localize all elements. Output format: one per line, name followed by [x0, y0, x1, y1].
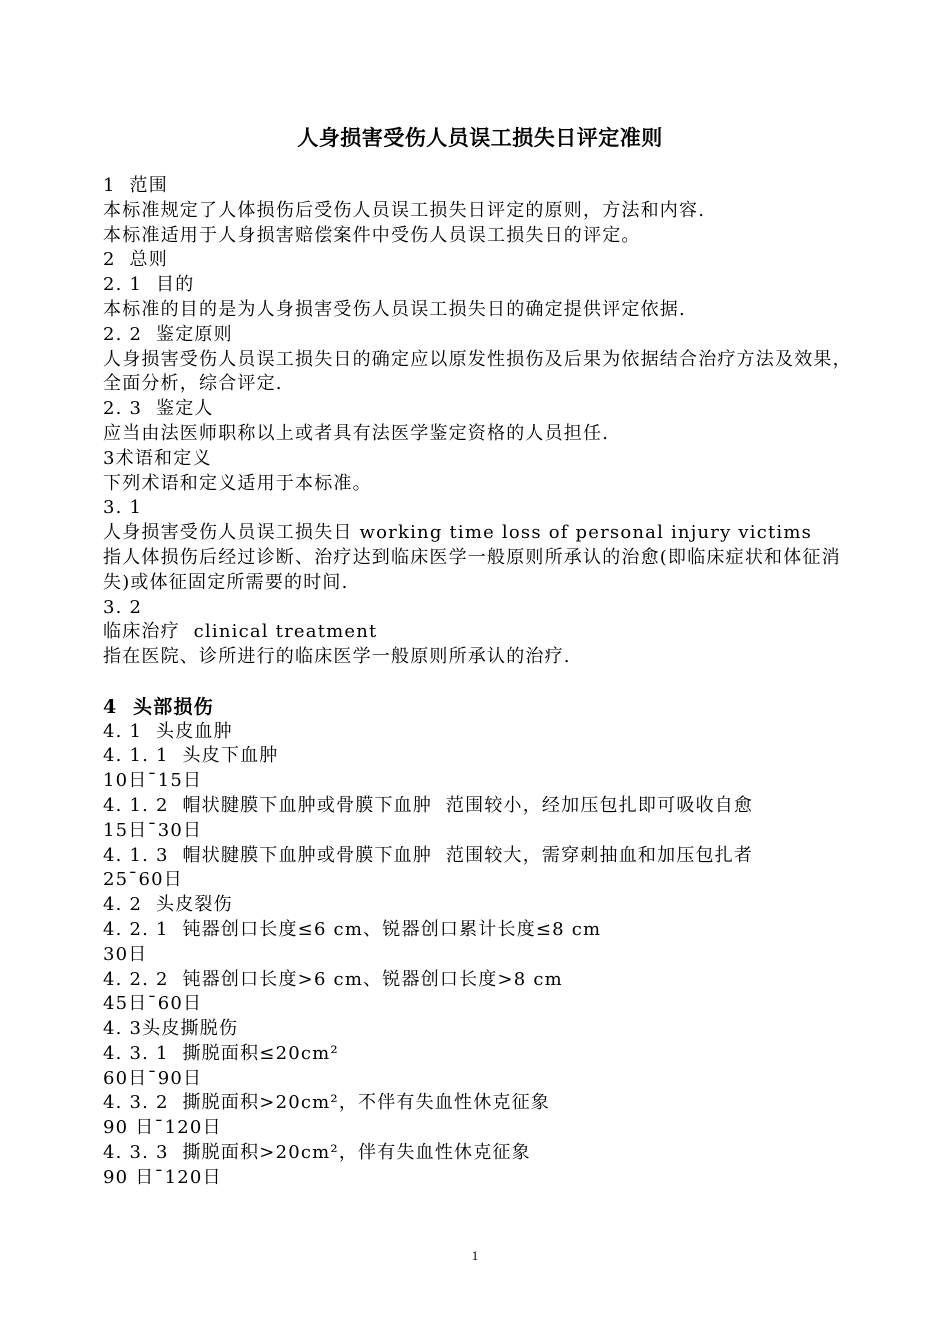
paragraph: 指人体损伤后经过诊断、治疗达到临床医学一般原则所承认的治愈(即临床症状和体征消失)或体征固定所需要的时间. [103, 546, 841, 593]
paragraph: 本标准规定了人体损伤后受伤人员误工损失日评定的原则，方法和内容. [103, 199, 706, 221]
subsection-heading: 2. 2 鉴定原则 [103, 323, 233, 345]
clause-heading: 4. 1. 2 帽状腱膜下血肿或骨膜下血肿 范围较小，经加压包扎即可吸收自愈 [103, 794, 754, 816]
duration-value: 45日¯60日 [103, 993, 203, 1015]
term-definition: 临床治疗 clinical treatment [103, 621, 378, 643]
clause-heading: 4. 1. 1 头皮下血肿 [103, 745, 279, 767]
duration-value: 25¯60日 [103, 869, 184, 891]
section-heading-terms: 3术语和定义 [103, 447, 212, 469]
subsection-heading: 4. 2 头皮裂伤 [103, 894, 233, 916]
subsection-heading: 4. 3头皮撕脱伤 [103, 1018, 239, 1040]
subsection-heading: 3. 2 [103, 596, 143, 618]
duration-value: 60日¯90日 [103, 1067, 203, 1089]
duration-value: 90 日¯120日 [103, 1117, 222, 1139]
blank-line [103, 670, 863, 695]
duration-value: 10日¯15日 [103, 770, 203, 792]
paragraph: 下列术语和定义适用于本标准。 [103, 472, 372, 494]
clause-heading: 4. 1. 3 帽状腱膜下血肿或骨膜下血肿 范围较大，需穿刺抽血和加压包扎者 [103, 844, 754, 866]
clause-heading: 4. 3. 3 撕脱面积>20cm²，伴有失血性休克征象 [103, 1142, 531, 1164]
section-heading-scope: 1 范围 [103, 175, 168, 196]
document-body [103, 174, 863, 1191]
paragraph: 人身损害受伤人员误工损失日的确定应以原发性损伤及后果为依据结合治疗方法及效果，全面分析，综合评定. [103, 348, 852, 395]
section-heading-general: 2 总则 [103, 249, 168, 271]
subsection-heading: 3. 1 [103, 497, 143, 519]
clause-heading: 4. 2. 1 钝器创口长度≤6 cm、锐器创口累计长度≤8 cm [103, 918, 602, 940]
term-definition: 人身损害受伤人员误工损失日 working time loss of personal injury victims [103, 522, 813, 544]
paragraph: 应当由法医师职称以上或者具有法医学鉴定资格的人员担任. [103, 422, 610, 444]
clause-heading: 4. 3. 2 撕脱面积>20cm²，不伴有失血性休克征象 [103, 1092, 551, 1114]
document-title: 人身损害受伤人员误工损失日评定准则 [297, 125, 663, 150]
paragraph: 本标准的目的是为人身损害受伤人员误工损失日的确定提供评定依据. [103, 298, 686, 320]
subsection-heading: 4. 1 头皮血肿 [103, 720, 233, 742]
paragraph: 本标准适用于人身损害赔偿案件中受伤人员误工损失日的评定。 [103, 224, 641, 246]
page-number: 1 [471, 1248, 479, 1263]
paragraph: 指在医院、诊所进行的临床医学一般原则所承认的治疗. [103, 646, 571, 668]
subsection-heading: 2. 1 目的 [103, 274, 195, 296]
clause-heading: 4. 3. 1 撕脱面积≤20cm² [103, 1042, 339, 1064]
subsection-heading: 2. 3 鉴定人 [103, 398, 214, 420]
duration-value: 15日¯30日 [103, 819, 203, 841]
clause-heading: 4. 2. 2 钝器创口长度>6 cm、锐器创口长度>8 cm [103, 968, 563, 990]
section-heading-head-injury: 4 头部损伤 [103, 695, 214, 718]
duration-value: 90 日¯120日 [103, 1166, 222, 1188]
duration-value: 30日 [103, 943, 148, 965]
